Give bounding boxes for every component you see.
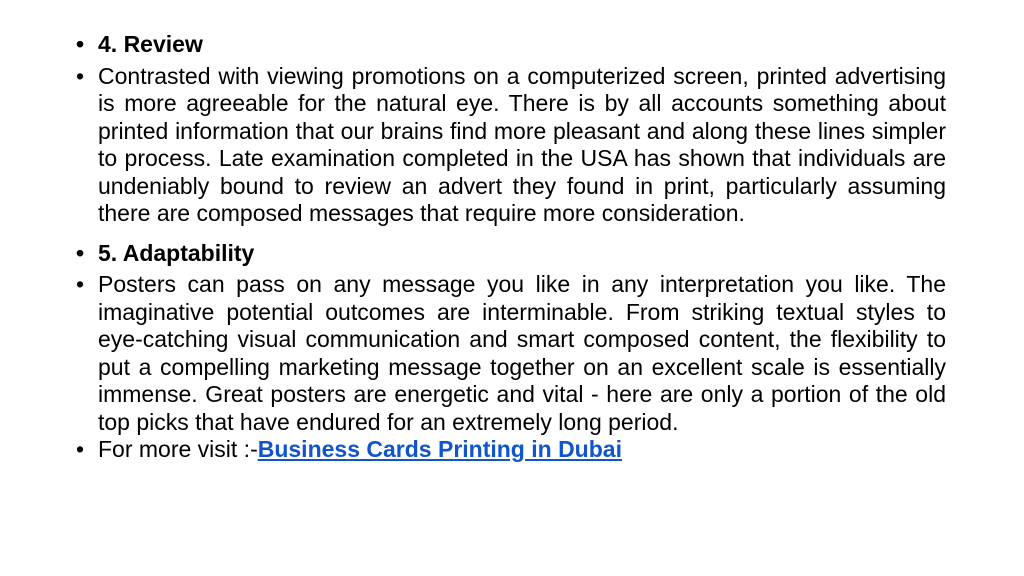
footer-prefix: For more visit :- <box>98 436 258 462</box>
section-4-heading: 4. Review <box>98 31 203 57</box>
section-4-body-item <box>76 63 946 228</box>
business-cards-link[interactable]: Business Cards Printing in Dubai <box>257 436 622 462</box>
section-4-body: Contrasted with viewing promotions on a computerized screen, printed advertising is more agreeable for the natural eye. There is by all accounts something about printed information that our brains find more pleasant and along these lines simpler to process. Late examination completed in the USA has shown that individuals are undeniably bound to review an advert they found in print, particularly assuming there are composed messages that require more consideration. <box>98 62 946 226</box>
bullet-icon: • <box>76 239 85 266</box>
bullet-icon: • <box>76 62 85 89</box>
section-5-heading-item <box>76 240 946 268</box>
section-5-body-item <box>76 271 946 436</box>
section-5-body: Posters can pass on any message you like in any interpretation you like. The imaginative potential outcomes are interminable. From striking textual styles to eye-catching visual communication and smart composed content, the flexibility to put a compelling marketing message together on an excellent scale is essentially immense. Great posters are energetic and vital - here are only a portion of the old top picks that have endured for an extremely long period. <box>98 271 946 435</box>
footer-item <box>76 436 946 464</box>
section-4-heading-item <box>76 31 946 59</box>
bullet-icon: • <box>76 436 85 462</box>
section-5-heading: 5. Adaptability <box>98 239 255 266</box>
bullet-icon: • <box>76 31 85 57</box>
bullet-icon: • <box>76 271 85 297</box>
slide-content <box>76 31 946 464</box>
